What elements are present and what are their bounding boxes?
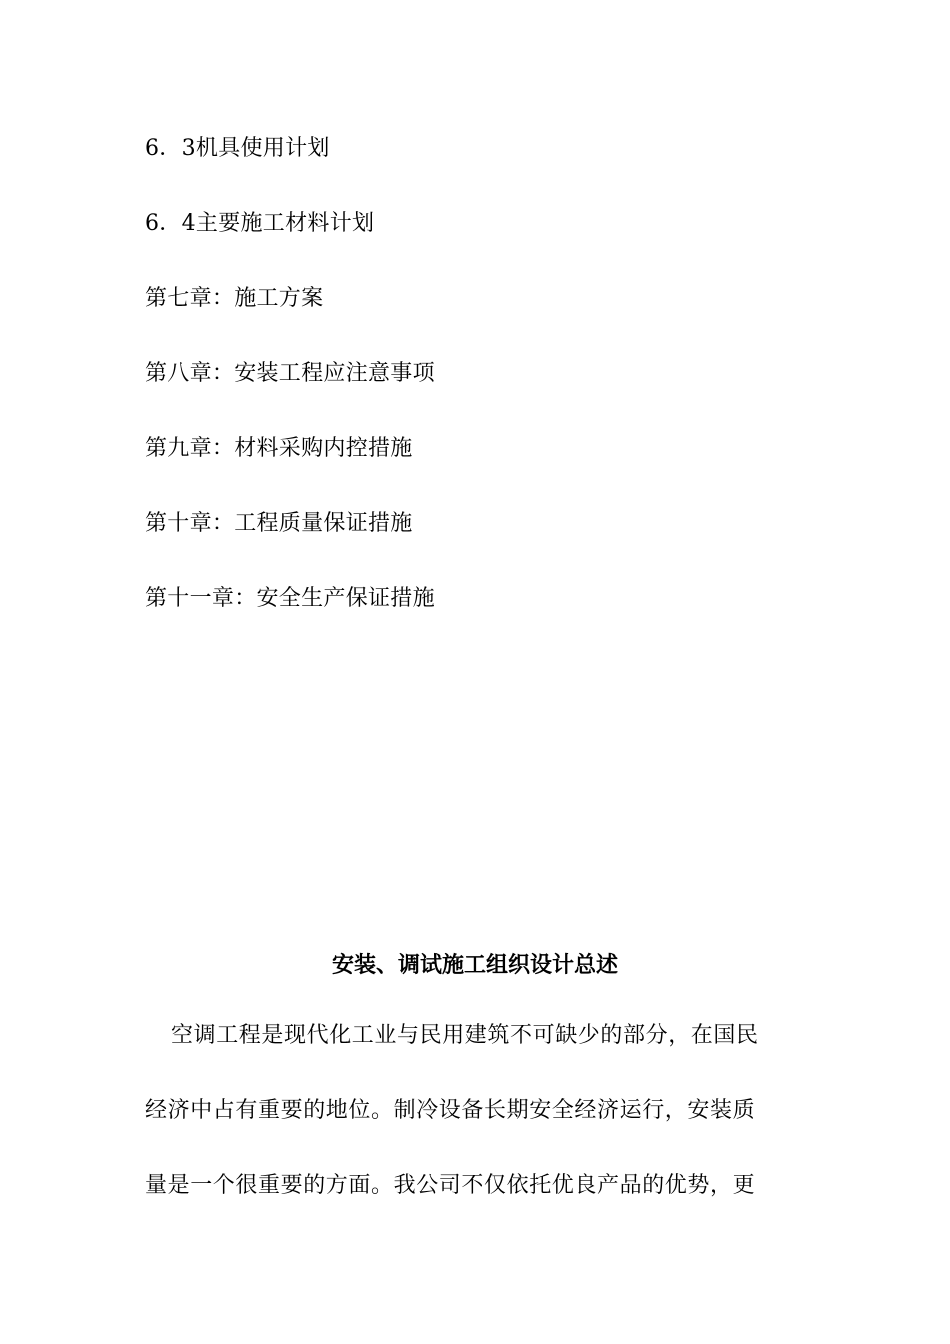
paragraph-line: 空调工程是现代化工业与民用建筑不可缺少的部分，在国民 [171,1023,759,1048]
toc-item: 第九章：材料采购内控措施 [145,436,413,461]
section-heading: 安装、调试施工组织设计总述 [331,952,618,978]
table-of-contents [145,133,805,658]
toc-item: 6．4主要施工材料计划 [145,211,375,236]
toc-item: 第十一章：安全生产保证措施 [145,586,435,611]
toc-item: 6．3机具使用计划 [145,136,330,161]
toc-item: 第十章：工程质量保证措施 [145,511,413,536]
body-paragraph [145,1020,805,1245]
paragraph-line: 经济中占有重要的地位。制冷设备长期安全经济运行，安装质 [145,1098,756,1123]
toc-item: 第八章：安装工程应注意事项 [145,361,435,386]
paragraph-line: 量是一个很重要的方面。我公司不仅依托优良产品的优势，更 [145,1173,756,1198]
toc-item: 第七章：施工方案 [145,286,324,311]
